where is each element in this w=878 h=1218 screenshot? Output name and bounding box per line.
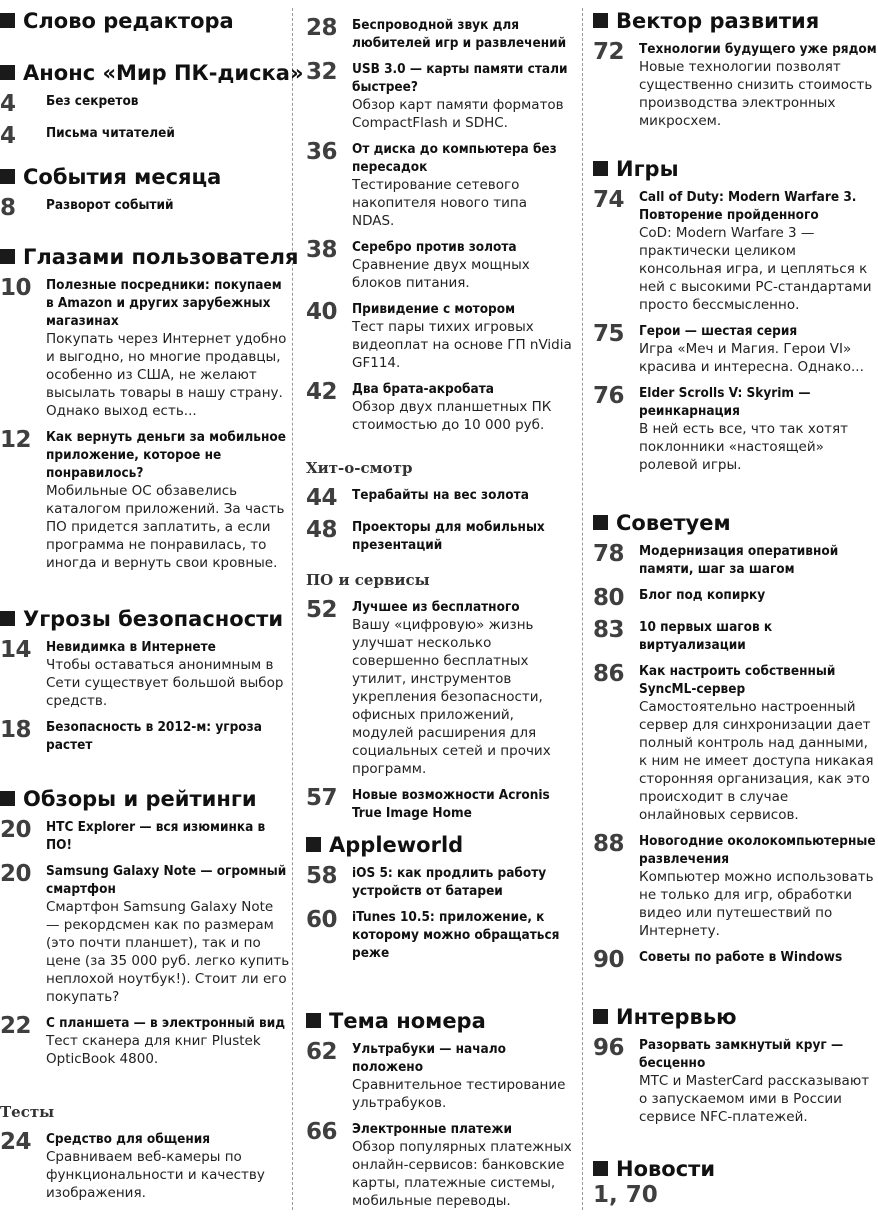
section-subtitle: ПО и сервисы [306,571,430,589]
toc-section [593,156,878,474]
entry-description: Сравниваем веб-камеры по функциональности и качеству изображения. [46,1149,265,1201]
toc-section [0,606,290,754]
entry-body [352,598,572,778]
entry-body [46,428,290,572]
page-number: 75 [593,321,625,347]
entry-body [639,586,878,604]
entry-body [639,618,878,654]
entry-body [639,832,878,940]
entry-body [639,40,878,130]
entry-headline: Терабайты на вес золота [352,487,529,503]
entry-headline: Электронные платежи [352,1121,512,1137]
entry-headline: Как настроить собственный SyncML-сервер [639,663,836,697]
entry-body [639,1036,878,1126]
toc-column-1 [0,0,304,1218]
toc-entry[interactable] [306,300,572,372]
section-title-text: Тема номера [329,1009,486,1033]
page-number: 4 [0,123,16,149]
entry-description: Обзор карт памяти форматов CompactFlash и SDHC. [352,97,564,131]
section-title [0,60,304,86]
section-title [593,8,878,34]
entry-body [46,196,290,214]
square-bullet-icon [0,249,15,264]
page-number: 52 [306,597,338,623]
toc-entry[interactable] [0,1014,290,1068]
toc-entry[interactable] [593,188,878,314]
entry-headline: От диска до компьютера без пересадок [352,141,557,175]
toc-entry[interactable] [306,908,572,962]
toc-entry[interactable] [593,542,878,578]
page-number: 4 [0,91,16,117]
page-number: 62 [306,1039,338,1065]
toc-entry[interactable] [593,1036,878,1126]
page-number: 20 [0,861,32,887]
page-number: 8 [0,195,16,221]
square-bullet-icon [0,65,15,80]
square-bullet-icon [593,1009,608,1024]
toc-entry[interactable] [306,1120,572,1210]
entry-body [46,1130,290,1202]
entry-description: Тестирование сетевого накопителя нового типа NDAS. [352,177,528,229]
toc-section [306,10,572,434]
page-number: 36 [306,139,338,165]
toc-entry[interactable] [593,662,878,824]
entry-description: Обзор двух планшетных ПК стоимостью до 10 000 руб. [352,399,552,433]
page-number: 57 [306,785,338,811]
entry-body [352,864,572,900]
entry-headline: Серебро против золота [352,239,517,255]
toc-entry[interactable] [306,518,572,554]
section-title-text: События месяца [23,165,222,189]
square-bullet-icon [593,1161,608,1176]
square-bullet-icon [593,13,608,28]
section-title [593,510,878,536]
toc-entry[interactable] [0,428,290,572]
entry-description: Сравнительное тестирование ультрабуков. [352,1077,566,1111]
entry-headline: Samsung Galaxy Note — огромный смартфон [46,863,287,897]
toc-column-3 [593,0,878,1218]
toc-entry[interactable] [0,124,290,148]
toc-entry[interactable] [306,140,572,230]
entry-description: В ней есть все, что так хотят поклонники «настоящей» ролевой игры. [639,421,848,473]
entry-description: Новые технологии позволят существенно снизить стоимость производства электронных микросхем. [639,59,873,129]
toc-section [306,458,572,554]
entry-headline: С планшета — в электронный вид [46,1015,286,1031]
section-title [306,1008,572,1034]
column-divider [582,8,583,1210]
page-number: 78 [593,541,625,567]
page-number: 14 [0,637,32,663]
entry-description: Покупать через Интернет удобно и выгодно, но многие продавцы, особенно из США, не желают высылать товары в нашу страну. Однако выход есть... [46,331,287,419]
page-number: 83 [593,617,625,643]
entry-description: Обзор популярных платежных онлайн-сервисов: банковские карты, платежные системы, мобильные переводы. [352,1139,572,1209]
page-number: 80 [593,585,625,611]
toc-entry[interactable] [306,380,572,434]
entry-description: Чтобы оставаться анонимным в Сети существует большой выбор средств. [46,657,284,709]
section-title-text: Интервью [616,1005,737,1029]
toc-entry[interactable] [306,864,572,900]
toc-entry[interactable] [306,786,572,822]
entry-headline: Call of Duty: Modern Warfare 3. Повторение пройденного [639,189,857,223]
square-bullet-icon [0,13,15,28]
toc-section [593,510,878,972]
entry-body [46,1014,290,1068]
entry-description: CoD: Modern Warfare 3 — практически целиком консольная игра, и цепляться к ней с высокими PC-стандартами просто бессмысленно. [639,225,872,313]
entry-headline: Новогодние околокомпьютерные развлечения [639,833,876,867]
entry-description: Смартфон Samsung Galaxy Note — рекордсмен как по размерам (это почти планшет), так и по цене (за 35 000 руб. легко купить неплохой ноутбук!). Стоит ли его покупать? [46,899,290,1005]
entry-body [46,862,290,1006]
entry-body [352,140,572,230]
entry-headline: Elder Scrolls V: Skyrim — реинкарнация [639,385,811,419]
section-title [0,164,290,190]
entry-body [46,276,290,420]
page-number: 40 [306,299,338,325]
entry-body [639,322,878,376]
toc-entry[interactable] [593,322,878,376]
section-title [593,1156,878,1182]
page-number: 28 [306,15,338,41]
entry-description: Сравнение двух мощных блоков питания. [352,257,530,291]
entry-body [352,380,572,434]
section-title-text: Глазами пользователя [23,245,299,269]
toc-entry[interactable] [306,486,572,510]
square-bullet-icon [0,791,15,806]
entry-body [352,518,572,554]
entry-headline: Безопасность в 2012-м: угроза растет [46,719,262,753]
section-title-text: Анонс «Мир ПК-диска» [23,61,304,85]
page-number: 12 [0,427,32,453]
entry-headline: Письма читателей [46,125,175,141]
section-title-text: Вектор развития [616,9,820,33]
entry-body [639,188,878,314]
entry-body [639,662,878,824]
toc-section [593,1156,878,1208]
section-title [593,1004,878,1030]
page-number: 32 [306,59,338,85]
entry-description: Тест сканера для книг Plustek OpticBook 4800. [46,1033,261,1067]
entry-headline: 10 первых шагов к виртуализации [639,619,773,653]
toc-entry[interactable] [593,586,878,610]
page-number: 74 [593,187,625,213]
toc-section [306,1008,572,1210]
entry-body [352,486,572,504]
section-subtitle: Хит-о-смотр [306,459,413,477]
entry-body [352,786,572,822]
section-title-text: Новости [616,1157,716,1181]
page-number: 44 [306,485,338,511]
column-divider [292,8,293,1210]
entry-headline: iTunes 10.5: приложение, к которому можно обращаться реже [352,909,560,961]
toc-entry[interactable] [0,196,290,220]
page-number: 38 [306,237,338,263]
entry-headline: USB 3.0 — карты памяти стали быстрее? [352,61,568,95]
section-title-text: Appleworld [329,833,464,857]
toc-entry[interactable] [0,1130,290,1202]
entry-body [46,638,290,710]
entry-headline: Невидимка в Интернете [46,639,216,655]
entry-headline: Средство для общения [46,1131,211,1147]
page-number: 60 [306,907,338,933]
toc-entry[interactable] [593,40,878,130]
toc-section [593,1004,878,1126]
toc-section [306,570,572,822]
entry-body [352,1120,572,1210]
page-number: 66 [306,1119,338,1145]
toc-section [0,8,290,34]
section-title-text: Угрозы безопасности [23,607,284,631]
square-bullet-icon [593,161,608,176]
entry-headline: iOS 5: как продлить работу устройств от батареи [352,865,547,899]
entry-headline: Полезные посредники: покупаем в Amazon и других зарубежных магазинах [46,277,282,329]
toc-entry[interactable] [0,638,290,710]
entry-headline: Как вернуть деньги за мобильное приложение, которое не понравилось? [46,429,286,481]
entry-description: Игра «Меч и Магия. Герои VI» красива и интересна. Однако... [639,341,864,375]
entry-body [352,1040,572,1112]
entry-headline: Разворот событий [46,197,174,213]
section-title [0,606,290,632]
toc-entry[interactable] [306,598,572,778]
entry-headline: Привидение с мотором [352,301,516,317]
section-title [306,832,572,858]
page-number: 90 [593,947,625,973]
entry-description: Компьютер можно использовать не только для игр, обработки видео или путешествий по Интернету. [639,869,874,939]
page-number: 20 [0,817,32,843]
toc-entry[interactable] [593,948,878,972]
entry-body [46,818,290,854]
entry-headline: Герои — шестая серия [639,323,798,339]
page-number: 88 [593,831,625,857]
square-bullet-icon [593,515,608,530]
page-number: 48 [306,517,338,543]
entry-headline: Советы по работе в Windows [639,949,843,965]
page-number: 86 [593,661,625,687]
section-title-text: Советуем [616,511,731,535]
entry-headline: Без секретов [46,93,139,109]
page-number: 22 [0,1013,32,1039]
page-number: 58 [306,863,338,889]
entry-headline: Разорвать замкнутый круг — бесценно [639,1037,844,1071]
square-bullet-icon [0,611,15,626]
page-number: 72 [593,39,625,65]
entry-headline: Лучшее из бесплатного [352,599,520,615]
toc-entry[interactable] [306,16,572,52]
toc-section [0,244,299,572]
toc-entry[interactable] [0,718,290,754]
entry-body [639,542,878,578]
section-title-text: Слово редактора [23,9,234,33]
entry-description: Самостоятельно настроенный сервер для синхронизации дает полный контроль над данными, к ним не имеет доступа никакая сторонняя организация, как это происходит в случае онлайновых сервисов. [639,699,874,823]
toc-section [0,1102,290,1202]
page-number: 42 [306,379,338,405]
entry-body [352,300,572,372]
page-number: 96 [593,1035,625,1061]
entry-body [352,60,572,132]
toc-section [0,60,304,149]
page-numbers[interactable]: 1, 70 [593,1182,658,1208]
entry-description: МТС и MasterCard рассказывают о запускаемом ими в России сервисе NFC-платежей. [639,1073,870,1125]
toc-entry[interactable] [306,1040,572,1112]
toc-section [593,8,878,130]
entry-headline: Новые возможности Acronis True Image Home [352,787,550,821]
toc-entry[interactable] [0,276,290,420]
section-subtitle: Тесты [0,1103,55,1121]
entry-headline: Беспроводной звук для любителей игр и развлечений [352,17,567,51]
entry-description: Тест пары тихих игровых видеоплат на основе ГП nVidia GF114. [352,319,572,371]
square-bullet-icon [306,1013,321,1028]
toc-section [0,786,290,1068]
section-title [0,8,290,34]
page-number: 76 [593,383,625,409]
entry-body [46,92,290,110]
toc-column-2 [306,0,572,1218]
entry-headline: Блог под копирку [639,587,766,603]
toc-section [306,832,572,962]
entry-description: Вашу «цифровую» жизнь улучшат несколько совершенно бесплатных утилит, инструментов укрепления безопасности, офисных приложений, модулей расширения для социальных сетей и прочих программ. [352,617,551,777]
entry-body [639,384,878,474]
square-bullet-icon [0,169,15,184]
section-title [0,244,299,270]
page-number: 24 [0,1129,32,1155]
section-title-text: Игры [616,157,679,181]
toc-entry[interactable] [0,92,290,116]
toc-entry[interactable] [593,618,878,654]
section-title-text: Обзоры и рейтинги [23,787,257,811]
page-number: 18 [0,717,32,743]
toc-entry[interactable] [593,384,878,474]
entry-headline: Модернизация оперативной памяти, шаг за шагом [639,543,839,577]
entry-headline: HTC Explorer — вся изюминка в ПО! [46,819,266,853]
toc-section [0,164,290,220]
toc-entry[interactable] [0,818,290,854]
toc-entry[interactable] [306,238,572,292]
page-number: 10 [0,275,32,301]
toc-entry[interactable] [306,60,572,132]
square-bullet-icon [306,837,321,852]
entry-headline: Технологии будущего уже рядом [639,41,877,57]
entry-body [352,16,572,52]
entry-body [46,124,290,142]
entry-headline: Проекторы для мобильных презентаций [352,519,545,553]
section-title [593,156,878,182]
entry-body [46,718,290,754]
entry-body [639,948,878,966]
entry-body [352,238,572,292]
entry-headline: Ультрабуки — начало положено [352,1041,506,1075]
section-title [0,786,290,812]
toc-entry[interactable] [0,862,290,1006]
toc-entry[interactable] [593,832,878,940]
entry-body [352,908,572,962]
entry-description: Мобильные ОС обзавелись каталогом приложений. За часть ПО придется заплатить, а если программа не понравилась, то иногда и вернуть свои кровные. [46,483,285,571]
entry-headline: Два брата-акробата [352,381,494,397]
